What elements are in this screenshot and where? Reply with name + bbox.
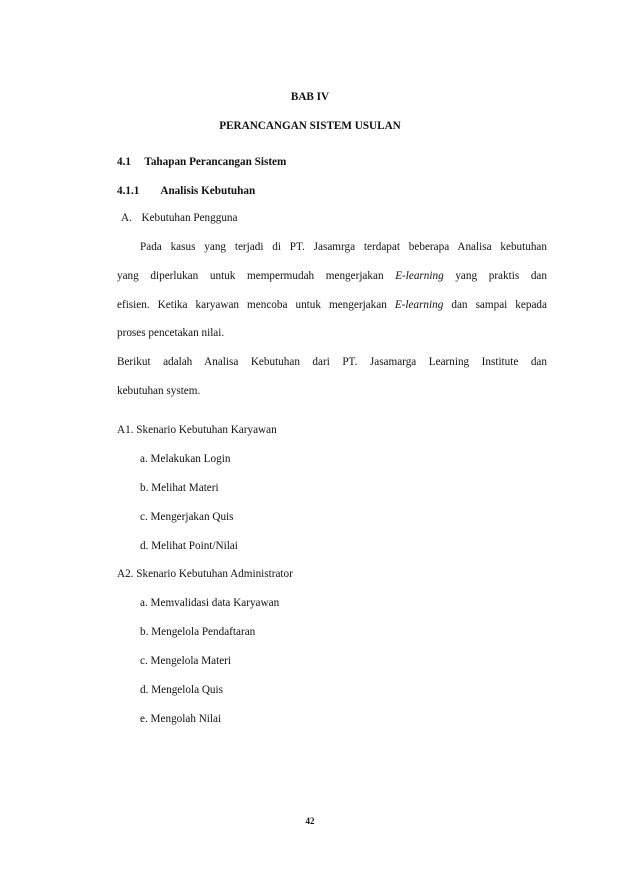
paragraph1-line4: proses pencetakan nilai. — [117, 327, 225, 339]
item-a-letter: A. — [121, 212, 132, 224]
a1-title: A1. Skenario Kebutuhan Karyawan — [117, 424, 277, 436]
a1-item-materi: b. Melihat Materi — [140, 482, 219, 494]
paragraph1-line2 — [117, 269, 547, 283]
subsection-heading — [117, 184, 255, 198]
page-number: 42 — [305, 816, 315, 826]
paragraph1-line3-em: E-learning — [394, 299, 444, 311]
paragraph1-line3 — [117, 298, 547, 312]
item-a-title: Kebutuhan Pengguna — [141, 212, 238, 224]
section-title: Tahapan Perancangan Sistem — [144, 156, 287, 168]
paragraph2-line1: Berikut adalah Analisa Kebutuhan dari PT. Jasamarga Learning Institute dan — [117, 356, 547, 368]
a2-item-materi: c. Mengelola Materi — [140, 655, 232, 667]
a2-item-pendaftaran: b. Mengelola Pendaftaran — [140, 626, 256, 638]
subsection-title: Analisis Kebutuhan — [160, 185, 256, 197]
chapter-title: PERANCANGAN SISTEM USULAN — [219, 120, 401, 132]
section-heading — [117, 155, 286, 169]
paragraph1-line1: Pada kasus yang terjadi di PT. Jasamrga terdapat beberapa Analisa kebutuhan — [140, 241, 547, 253]
paragraph1-line2-em: E-learning — [395, 270, 444, 282]
paragraph1-line2-pre: yang diperlukan untuk mempermudah mengerjakan — [117, 270, 396, 282]
a1-item-nilai: d. Melihat Point/Nilai — [140, 540, 238, 552]
paragraph1-line3-pre: efisien. Ketika karyawan mencoba untuk mengerjakan — [117, 299, 395, 311]
paragraph1-line3-post: dan sampai kepada — [443, 299, 547, 311]
a1-item-login: a. Melakukan Login — [140, 453, 231, 465]
section-number: 4.1 — [117, 156, 131, 168]
a1-item-quis: c. Mengerjakan Quis — [140, 511, 234, 523]
a2-item-quis: d. Mengelola Quis — [140, 684, 223, 696]
paragraph1-line2-post: yang praktis dan — [443, 270, 547, 282]
a2-item-validasi: a. Memvalidasi data Karyawan — [140, 597, 280, 609]
paragraph2-line2: kebutuhan system. — [117, 385, 201, 397]
a2-title: A2. Skenario Kebutuhan Administrator — [117, 568, 293, 580]
a2-item-nilai: e. Mengolah Nilai — [140, 713, 222, 725]
item-a-heading — [121, 211, 238, 225]
chapter-label: BAB IV — [290, 91, 330, 103]
subsection-number: 4.1.1 — [117, 185, 140, 197]
